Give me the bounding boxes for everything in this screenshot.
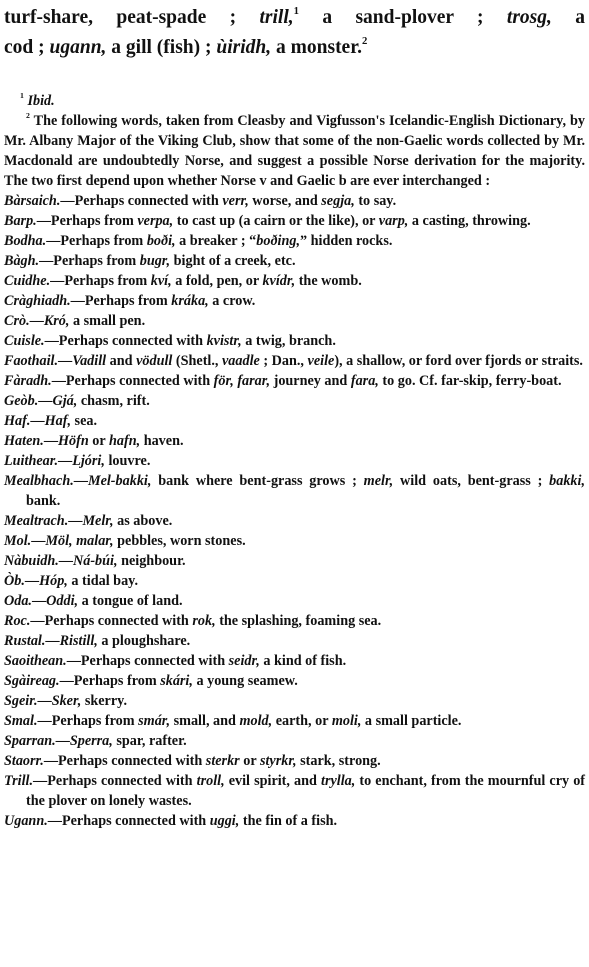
gloss-text: —: [30, 413, 45, 429]
gloss-text: and: [106, 353, 137, 369]
gloss-text: —Perhaps connected with: [47, 813, 210, 829]
gloss-text: journey and: [270, 373, 351, 389]
headword: Ugann.: [4, 813, 48, 829]
headword: Luithear.: [4, 453, 59, 469]
norse-word: Kró,: [43, 313, 70, 329]
norse-word: Höfn: [58, 433, 89, 449]
headword: Oda.: [4, 593, 32, 609]
text-run: a sand-plover ;: [298, 7, 507, 28]
footnotes: [4, 91, 585, 831]
gloss-text: —Perhaps from: [70, 293, 172, 309]
gloss-text: neighbour.: [117, 553, 186, 569]
gloss-text: a twig, branch.: [241, 333, 336, 349]
gloss-text: worse, and: [248, 193, 322, 209]
norse-word: Möl, malar,: [45, 533, 114, 549]
gloss-text: ” hidden rocks.: [300, 233, 393, 249]
headword: Haten.: [4, 433, 44, 449]
gloss-text: —Perhaps connected with: [51, 373, 214, 389]
headword: Barp.: [4, 213, 37, 229]
gloss-text: —: [58, 353, 73, 369]
norse-word: Haf,: [44, 413, 71, 429]
etymology-entry: [4, 691, 585, 711]
footnote-1: [4, 91, 585, 111]
etymology-entry: [4, 271, 585, 291]
norse-word: för, farar,: [213, 373, 271, 389]
gloss-text: a small particle.: [361, 713, 462, 729]
etymology-entry: [4, 391, 585, 411]
norse-word: Mel-bakki,: [87, 473, 152, 489]
headword: Smal.: [4, 713, 38, 729]
gloss-text: chasm, rift.: [77, 393, 150, 409]
footnote-reference: 2: [361, 34, 368, 47]
headword: Haf.: [4, 413, 31, 429]
gloss-text: as above.: [113, 513, 173, 529]
gloss-text: to enchant, from the mournful cry of the plover on lonely wastes.: [26, 773, 586, 809]
intro-line-2: [4, 33, 585, 63]
gloss-text: —: [73, 473, 88, 489]
gloss-text: or: [88, 433, 109, 449]
headword: Sgeir.: [4, 693, 38, 709]
gloss-text: to cast up (a cairn or the like), or: [173, 213, 379, 229]
gloss-text: stark, strong.: [296, 753, 381, 769]
norse-word: melr,: [363, 473, 394, 489]
norse-word: segja,: [321, 193, 355, 209]
gloss-text: bight of a creek, etc.: [170, 253, 296, 269]
headword: Bàgh.: [4, 253, 40, 269]
headword: Sparran.: [4, 733, 56, 749]
headword: Mol.: [4, 533, 32, 549]
gloss-text: —: [24, 573, 40, 589]
norse-word: Sker,: [51, 693, 82, 709]
norse-word: boði,: [146, 233, 176, 249]
gloss-text: —Perhaps connected with: [33, 773, 197, 789]
gloss-text: to go. Cf. far-skip, ferry-boat.: [378, 373, 562, 389]
headword: Cuidhe.: [4, 273, 51, 289]
headword: Bodha.: [4, 233, 47, 249]
norse-word: verr,: [222, 193, 249, 209]
norse-word: rok,: [192, 613, 216, 629]
norse-word: veile: [307, 353, 335, 369]
norse-word: mold,: [239, 713, 273, 729]
gloss-text: sea.: [71, 413, 98, 429]
text-run: a: [551, 7, 585, 28]
etymology-list: [4, 191, 585, 831]
text-run: a gill (fish) ;: [106, 37, 217, 58]
etymology-entry: [4, 811, 585, 831]
etymology-entry: [4, 451, 585, 471]
headword: Crò.: [4, 313, 30, 329]
gloss-text: —: [55, 733, 70, 749]
footnote-reference: 1: [293, 4, 299, 17]
text-run: a monster.: [271, 37, 362, 58]
norse-word: Sperra,: [69, 733, 113, 749]
norse-word: Gjá,: [52, 393, 78, 409]
gloss-text: a casting, throwing.: [408, 213, 531, 229]
norse-word: kvídr,: [262, 273, 296, 289]
norse-word: boðing,: [256, 233, 301, 249]
gloss-text: —: [58, 453, 73, 469]
intro-line-1: [4, 3, 585, 33]
etymology-entry: [4, 371, 585, 391]
headword: Cràghiadh.: [4, 293, 71, 309]
gloss-text: or: [239, 753, 260, 769]
etymology-entry: [4, 631, 585, 651]
headword: Cuisle.: [4, 333, 45, 349]
gloss-text: a crow.: [208, 293, 256, 309]
gloss-text: a kind of fish.: [259, 653, 347, 669]
etymology-entry: [4, 611, 585, 631]
norse-word: Ná-búi,: [72, 553, 118, 569]
gaelic-word: trill,: [259, 7, 294, 28]
footnote-2: [4, 111, 585, 191]
headword: Òb.: [4, 573, 25, 589]
etymology-entry: [4, 231, 585, 251]
headword: Roc.: [4, 613, 31, 629]
text-run: cod ;: [4, 37, 50, 58]
norse-word: verpa,: [137, 213, 174, 229]
gloss-text: earth, or: [272, 713, 332, 729]
gloss-text: to say.: [354, 193, 397, 209]
etymology-entry: [4, 771, 585, 811]
gloss-text: wild oats, bent-grass ;: [393, 473, 550, 489]
etymology-entry: [4, 191, 585, 211]
gloss-text: the fin of a fish.: [239, 813, 338, 829]
norse-word: hafn,: [108, 433, 141, 449]
norse-word: kráka,: [171, 293, 209, 309]
gloss-text: bank where bent-grass grows ;: [151, 473, 364, 489]
gloss-text: —Perhaps connected with: [66, 653, 229, 669]
gloss-text: ; Dan.,: [259, 353, 308, 369]
footnote-marker: 1: [20, 91, 24, 101]
headword: Rustal.: [4, 633, 46, 649]
norse-word: trylla,: [321, 773, 356, 789]
etymology-entry: [4, 291, 585, 311]
norse-word: vödull: [136, 353, 173, 369]
gloss-text: evil spirit, and: [224, 773, 322, 789]
norse-word: kví,: [150, 273, 172, 289]
gloss-text: —Perhaps from: [36, 213, 138, 229]
norse-word: styrkr,: [259, 753, 297, 769]
gloss-text: —: [68, 513, 83, 529]
etymology-entry: [4, 751, 585, 771]
footnote-marker: 2: [26, 111, 30, 121]
gloss-text: —: [43, 433, 58, 449]
etymology-entry: [4, 711, 585, 731]
gloss-text: a fold, pen, or: [171, 273, 263, 289]
etymology-entry: [4, 531, 585, 551]
text-run: turf-share, peat-spade ;: [4, 7, 260, 28]
etymology-entry: [4, 671, 585, 691]
headword: Mealbhach.: [4, 473, 74, 489]
etymology-entry: [4, 591, 585, 611]
gloss-text: ), a shallow, or ford over fjords or straits.: [334, 353, 583, 369]
headword: Geòb.: [4, 393, 39, 409]
gloss-text: a ploughshare.: [97, 633, 191, 649]
etymology-entry: [4, 331, 585, 351]
gloss-text: pebbles, worn stones.: [113, 533, 246, 549]
gloss-text: (Shetl.,: [172, 353, 222, 369]
norse-word: bugr,: [139, 253, 171, 269]
norse-word: fara,: [350, 373, 379, 389]
etymology-entry: [4, 471, 585, 511]
norse-word: smár,: [138, 713, 171, 729]
etymology-entry: [4, 311, 585, 331]
gloss-text: —Perhaps connected with: [44, 333, 207, 349]
norse-word: Ristill,: [59, 633, 98, 649]
norse-word: bakki,: [549, 473, 586, 489]
gloss-text: —Perhaps from: [46, 233, 147, 249]
gloss-text: —Perhaps from: [39, 253, 140, 269]
norse-word: troll,: [196, 773, 225, 789]
etymology-entry: [4, 351, 585, 371]
gloss-text: bank.: [26, 493, 61, 509]
intro-paragraph: [4, 3, 585, 63]
norse-word: moli,: [331, 713, 362, 729]
headword: Trill.: [4, 773, 34, 789]
etymology-entry: [4, 411, 585, 431]
gloss-text: —: [45, 633, 60, 649]
gloss-text: —: [29, 313, 44, 329]
gaelic-word: ugann,: [49, 37, 107, 58]
gloss-text: —: [31, 533, 46, 549]
gloss-text: —Perhaps connected with: [43, 753, 206, 769]
etymology-entry: [4, 571, 585, 591]
headword: Bàrsaich.: [4, 193, 61, 209]
gloss-text: —Perhaps from: [59, 673, 161, 689]
gloss-text: —Perhaps connected with: [30, 613, 193, 629]
footnote-text: The following words, taken from Cleasby and Vigfusson's Icelandic-English Dictionary, by Mr. Albany Major of the Viking Club, show that some of the non-Gaelic words collected by Mr. Macdonald are undoubtedly Norse, and suggest a possible Norse derivation for the majority. The two first depend upon whether Norse v and Gaelic b are ever interchanged :: [4, 113, 585, 189]
norse-word: Ljóri,: [72, 453, 105, 469]
gloss-text: louvre.: [104, 453, 151, 469]
etymology-entry: [4, 651, 585, 671]
norse-word: Vadill: [72, 353, 107, 369]
gloss-text: the splashing, foaming sea.: [215, 613, 382, 629]
norse-word: seidr,: [228, 653, 260, 669]
gloss-text: a tidal bay.: [67, 573, 139, 589]
etymology-entry: [4, 211, 585, 231]
norse-word: varp,: [378, 213, 409, 229]
norse-word: uggi,: [209, 813, 240, 829]
gloss-text: —Perhaps connected with: [60, 193, 223, 209]
gloss-text: the womb.: [295, 273, 362, 289]
etymology-entry: [4, 431, 585, 451]
norse-word: Oddi,: [46, 593, 79, 609]
gloss-text: haven.: [140, 433, 184, 449]
gloss-text: —: [37, 693, 52, 709]
gloss-text: a young seamew.: [192, 673, 298, 689]
gloss-text: spar, rafter.: [112, 733, 187, 749]
headword: Faothail.: [4, 353, 59, 369]
norse-word: Hóp,: [39, 573, 68, 589]
headword: Staorr.: [4, 753, 44, 769]
gloss-text: a tongue of land.: [78, 593, 183, 609]
gloss-text: —: [38, 393, 53, 409]
gloss-text: a breaker ; “: [175, 233, 257, 249]
etymology-entry: [4, 251, 585, 271]
gaelic-word: ùiridh,: [216, 37, 272, 58]
headword: Saoithean.: [4, 653, 67, 669]
norse-word: Melr,: [82, 513, 114, 529]
etymology-entry: [4, 511, 585, 531]
norse-word: sterkr: [205, 753, 240, 769]
gloss-text: —: [31, 593, 47, 609]
etymology-entry: [4, 551, 585, 571]
norse-word: skári,: [160, 673, 193, 689]
headword: Sgàireag.: [4, 673, 60, 689]
gloss-text: skerry.: [81, 693, 127, 709]
gaelic-word: trosg,: [506, 7, 552, 28]
footnote-text: Ibid.: [27, 93, 55, 109]
gloss-text: a small pen.: [69, 313, 146, 329]
etymology-entry: [4, 731, 585, 751]
headword: Fàradh.: [4, 373, 52, 389]
headword: Mealtrach.: [4, 513, 69, 529]
norse-word: vaadle: [222, 353, 260, 369]
norse-word: kvistr,: [206, 333, 242, 349]
headword: Nàbuidh.: [4, 553, 59, 569]
gloss-text: —Perhaps from: [37, 713, 139, 729]
gloss-text: —: [58, 553, 73, 569]
gloss-text: small, and: [170, 713, 240, 729]
gloss-text: —Perhaps from: [50, 273, 151, 289]
